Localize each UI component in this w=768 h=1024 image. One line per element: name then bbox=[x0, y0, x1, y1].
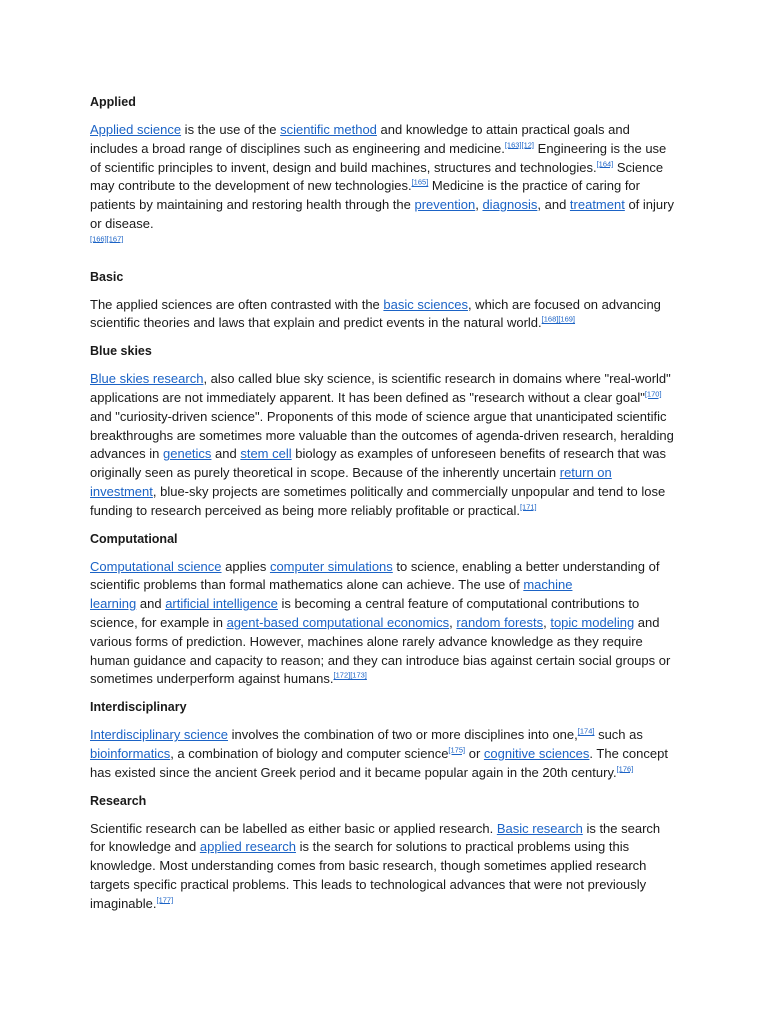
link-applied-science[interactable]: Applied science bbox=[90, 122, 182, 137]
section-research bbox=[90, 792, 678, 914]
heading-interdisciplinary: Interdisciplinary bbox=[90, 700, 187, 715]
section-computational bbox=[90, 530, 678, 690]
text: is becoming a central feature of computational contributions to science, for example in bbox=[90, 596, 640, 630]
link-bioinformatics[interactable]: bioinformatics bbox=[90, 745, 171, 761]
citation-163-12[interactable]: [163][12] bbox=[504, 140, 535, 150]
text: and various forms of prediction. However, machines alone rarely advance knowledge as they require human guidance and capacity to reason; and they can introduce bias against certain social groups or sometimes underperform against humans. bbox=[90, 614, 671, 687]
text: to science, enabling a better understanding of scientific problems than formal mathematics alone can achieve. The use of bbox=[90, 558, 660, 593]
link-random-forests[interactable]: random forests bbox=[456, 614, 544, 630]
text: The applied sciences are often contrasted with the bbox=[90, 296, 384, 312]
text: and bbox=[211, 446, 241, 462]
text: is the search for solutions to practical problems using this knowledge. Most understanding comes from basic research, though sometimes applied research targets specific practical problems. This leads to technological advances that were not previously imaginable. bbox=[90, 839, 647, 911]
link-cognitive-sciences[interactable]: cognitive sciences bbox=[483, 745, 590, 761]
heading-computational: Computational bbox=[90, 531, 178, 546]
text: biology as examples of unforeseen benefits of research that was originally seen as purely theoretical in scope. Because of the inherently uncertain bbox=[90, 446, 666, 481]
text: , also called blue sky science, is scientific research in domains where "real-world" applications are not immediately apparent. It has been defined as "research without a clear goal" bbox=[90, 371, 671, 405]
text: is the use of the bbox=[181, 122, 281, 137]
link-blue-skies-research[interactable]: Blue skies research bbox=[90, 371, 204, 387]
paragraph-research bbox=[90, 820, 678, 914]
text: , and bbox=[537, 197, 570, 213]
text: and knowledge to attain practical goals and includes a broad range of disciplines such as engineering and medicine. bbox=[90, 122, 630, 156]
citation-172-173[interactable]: [172][173] bbox=[333, 671, 367, 680]
article-body bbox=[90, 93, 678, 923]
link-genetics[interactable]: genetics bbox=[163, 446, 212, 462]
link-prevention[interactable]: prevention bbox=[414, 197, 476, 213]
link-scientific-method[interactable]: scientific method bbox=[280, 122, 377, 137]
text: , a combination of biology and computer science bbox=[170, 745, 449, 761]
section-basic bbox=[90, 268, 678, 334]
citation-171[interactable]: [171] bbox=[519, 502, 537, 512]
citation-168-169[interactable]: [168][169] bbox=[541, 315, 576, 325]
text: applies bbox=[221, 558, 270, 574]
text: and "curiosity-driven science". Proponents of this mode of science argue that unanticipated scientific breakthroughs are sometimes more valuable than the outcomes of agenda-driven research, heralding advances in bbox=[90, 408, 674, 462]
text: or bbox=[465, 745, 484, 761]
paragraph-basic bbox=[90, 296, 678, 334]
citation-174[interactable]: [174] bbox=[577, 726, 595, 736]
text: Medicine is the practice of caring for patients by maintaining and restoring health through the bbox=[90, 178, 640, 213]
text: , bbox=[449, 614, 457, 630]
citation-177[interactable]: [177] bbox=[156, 895, 174, 905]
link-stem-cell[interactable]: stem cell bbox=[240, 446, 292, 462]
paragraph-computational bbox=[90, 558, 678, 690]
heading-blue-skies: Blue skies bbox=[90, 344, 152, 359]
text: , bbox=[475, 197, 483, 213]
text: such as bbox=[594, 727, 643, 743]
text: Engineering is the use of scientific principles to invent, design and build machines, structures and technologies. bbox=[90, 140, 667, 175]
link-agent-based-computational-economics[interactable]: agent-based computational economics bbox=[226, 614, 450, 630]
text: and bbox=[136, 596, 166, 612]
citation-165[interactable]: [165] bbox=[411, 178, 429, 188]
text: Science may contribute to the development of new technologies. bbox=[90, 159, 664, 194]
text: Scientific research can be labelled as either basic or applied research. bbox=[90, 820, 497, 836]
link-return-on-investment[interactable]: return on investment bbox=[90, 465, 612, 499]
link-topic-modeling[interactable]: topic modeling bbox=[550, 614, 635, 630]
text: involves the combination of two or more disciplines into one, bbox=[228, 727, 578, 743]
heading-applied: Applied bbox=[90, 95, 136, 109]
citation-170[interactable]: [170] bbox=[644, 389, 662, 399]
link-basic-sciences[interactable]: basic sciences bbox=[383, 296, 468, 312]
heading-research: Research bbox=[90, 793, 147, 808]
heading-basic: Basic bbox=[90, 269, 124, 284]
link-artificial-intelligence[interactable]: artificial intelligence bbox=[165, 596, 278, 612]
text: , which are focused on advancing scientific theories and laws that explain and predict events in the natural world. bbox=[90, 296, 661, 331]
paragraph-interdisciplinary bbox=[90, 726, 678, 782]
link-treatment[interactable]: treatment bbox=[569, 197, 625, 213]
section-applied bbox=[90, 93, 678, 253]
citation-166-167[interactable]: [166][167] bbox=[90, 234, 124, 244]
text: . The concept has existed since the ancient Greek period and it became popular again in the 20th century. bbox=[90, 745, 668, 780]
link-interdisciplinary-science[interactable]: Interdisciplinary science bbox=[90, 727, 229, 743]
citation-175[interactable]: [175] bbox=[448, 745, 466, 755]
text: is the search for knowledge and bbox=[90, 820, 661, 855]
text: of injury or disease. bbox=[90, 197, 674, 231]
section-blue-skies bbox=[90, 342, 678, 520]
paragraph-blue-skies bbox=[90, 370, 678, 520]
link-diagnosis[interactable]: diagnosis bbox=[482, 197, 538, 213]
citation-176[interactable]: [176] bbox=[616, 764, 634, 774]
link-machine-learning[interactable]: machine bbox=[523, 577, 573, 593]
link-computer-simulations[interactable]: computer simulations bbox=[269, 558, 393, 574]
link-computational-science[interactable]: Computational science bbox=[90, 558, 222, 574]
link-applied-research[interactable]: applied research bbox=[199, 839, 296, 855]
section-interdisciplinary bbox=[90, 698, 678, 782]
paragraph-applied bbox=[90, 121, 678, 253]
link-basic-research[interactable]: Basic research bbox=[496, 820, 583, 836]
text: , bbox=[543, 614, 551, 630]
citation-164[interactable]: [164] bbox=[596, 159, 614, 169]
text: , blue-sky projects are sometimes politically and commercially unpopular and tend to lose funding to research perceived as being more reliably profitable or practical. bbox=[90, 483, 666, 518]
link-machine-learning-cont[interactable]: learning bbox=[90, 596, 137, 612]
